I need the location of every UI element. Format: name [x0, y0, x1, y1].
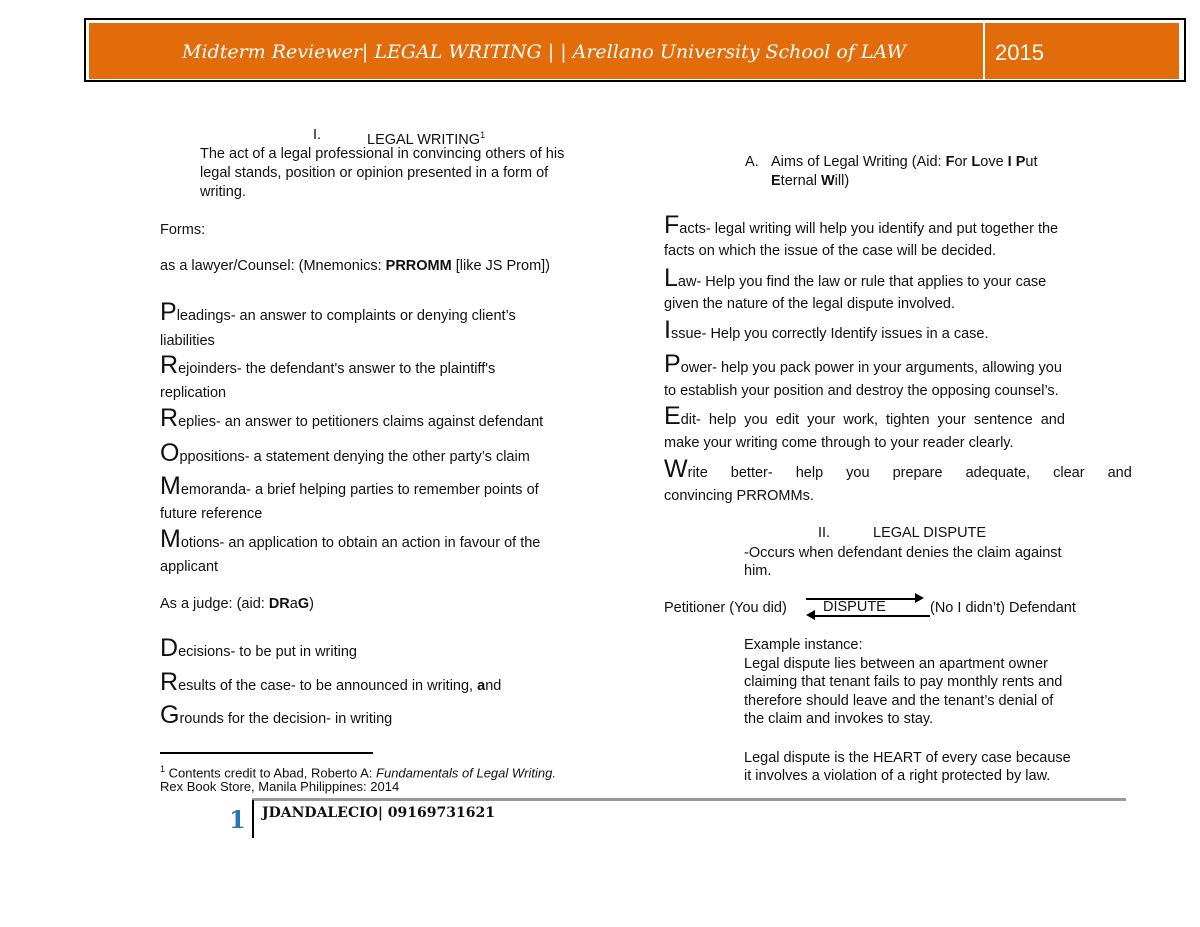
rejoinders-cap: R — [160, 351, 179, 379]
issue-item — [664, 318, 988, 343]
aims-l: L — [971, 154, 981, 170]
dispute-definition-line-2: him. — [744, 563, 772, 579]
aims-w: W — [820, 173, 835, 189]
judge-mnemonic — [160, 595, 314, 613]
lawyer-mnemonic — [160, 257, 550, 275]
aims-or: or — [954, 154, 972, 170]
write-text: rite better- help you prepare adequate, clear and — [687, 465, 1132, 481]
edit-text: dit- help you edit your work, tighten your sentence and — [680, 412, 1065, 428]
dispute-definition-line-1: -Occurs when defendant denies the claim against — [744, 545, 1062, 561]
dispute-word: DISPUTE — [823, 599, 886, 615]
pleadings-cap: P — [160, 298, 177, 326]
results-item — [160, 670, 501, 695]
facts-line-2: facts on which the issue of the case will be decided. — [664, 243, 997, 259]
aims-ut: ut — [1025, 154, 1038, 170]
forms-label: Forms: — [160, 222, 206, 238]
memoranda-line-2: future reference — [160, 506, 263, 522]
oppositions-text: ppositions- a statement denying the other party’s claim — [179, 449, 530, 465]
page-number: 1 — [229, 805, 246, 834]
pleadings-text: leadings- an answer to complaints or denying client’s — [176, 308, 516, 324]
judge-pre: As a judge: (aid: — [160, 596, 269, 612]
motions-line-2: applicant — [160, 559, 219, 575]
heart-line-2: it involves a violation of a right protected by law. — [744, 768, 1051, 784]
lawyer-bold: PRROMM — [385, 258, 452, 274]
section-1-number: I. — [313, 127, 322, 143]
aims-letter: A. — [745, 154, 759, 170]
example-line-1: Legal dispute lies between an apartment owner — [744, 656, 1048, 672]
oppositions-item — [160, 441, 530, 466]
petitioner-label: Petitioner (You did) — [664, 600, 787, 616]
definition-line-1: The act of a legal professional in convincing others of his — [200, 146, 565, 162]
facts-cap: F — [664, 211, 680, 239]
decisions-text: ecisions- to be put in writing — [178, 644, 357, 660]
aims-heading — [771, 153, 1038, 171]
results-cap: R — [160, 668, 179, 696]
aims-p: P — [1015, 154, 1026, 170]
lawyer-post: [like JS Prom]) — [451, 258, 551, 274]
grounds-cap: G — [160, 701, 180, 729]
section-2-title: LEGAL DISPUTE — [873, 525, 987, 541]
footnote-number: 1 — [160, 764, 166, 774]
definition-line-2: legal stands, position or opinion presented in a form of — [200, 165, 549, 181]
replies-item — [160, 406, 543, 431]
edit-cap: E — [664, 402, 681, 430]
footer-rule — [252, 798, 1126, 801]
aims-ill: ill) — [834, 173, 850, 189]
edit-line-2: make your writing come through to your reader clearly. — [664, 435, 1014, 451]
aims-pre: Aims of Legal Writing (Aid: — [771, 154, 946, 170]
motions-item — [160, 527, 540, 552]
grounds-item — [160, 703, 392, 728]
example-label: Example instance: — [744, 637, 863, 653]
aims-e: E — [771, 173, 781, 189]
aims-ove: ove — [980, 154, 1008, 170]
results-end: nd — [485, 678, 502, 694]
example-line-4: the claim and invokes to stay. — [744, 711, 934, 727]
memoranda-cap: M — [160, 472, 181, 500]
write-cap: W — [664, 455, 688, 483]
power-item — [664, 352, 1062, 377]
judge-mid: a — [289, 596, 298, 612]
memoranda-item — [160, 474, 539, 499]
facts-text: acts- legal writing will help you identify and put together the — [679, 221, 1059, 237]
footnote-book-title: Fundamentals of Legal Writing. — [376, 765, 556, 781]
issue-text: ssue- Help you correctly Identify issues in a case. — [670, 326, 989, 342]
judge-bold-2: G — [297, 596, 310, 612]
header-year: 2015 — [995, 40, 1044, 65]
heart-line-1: Legal dispute is the HEART of every case because — [744, 750, 1071, 766]
oppositions-cap: O — [160, 439, 180, 467]
footnote-pre: Contents credit to Abad, Roberto A: — [165, 765, 377, 781]
judge-post: ) — [309, 596, 314, 612]
decisions-cap: D — [160, 634, 179, 662]
footer-text: JDANDALECIO| 09169731621 — [262, 805, 495, 821]
law-cap: L — [664, 264, 678, 292]
section-2-number: II. — [818, 525, 831, 541]
law-line-2: given the nature of the legal dispute involved. — [664, 296, 956, 312]
motions-cap: M — [160, 525, 181, 553]
replies-cap: R — [160, 404, 179, 432]
rejoinders-line-2: replication — [160, 385, 227, 401]
facts-item — [664, 213, 1058, 238]
footer-divider — [252, 800, 254, 838]
issue-cap: I — [664, 316, 671, 344]
grounds-text: rounds for the decision- in writing — [179, 711, 393, 727]
aims-i: I — [1007, 154, 1012, 170]
results-text: esults of the case- to be announced in writing, — [178, 678, 478, 694]
edit-item — [664, 404, 1065, 429]
rejoinders-item — [160, 353, 495, 378]
law-item — [664, 266, 1046, 291]
defendant-label: (No I didn’t) Defendant — [930, 600, 1076, 616]
judge-bold-1: DR — [268, 596, 290, 612]
section-1-title: LEGAL WRITING — [367, 131, 481, 148]
power-cap: P — [664, 350, 681, 378]
power-line-2: to establish your position and destroy the opposing counsel’s. — [664, 383, 1059, 399]
write-item — [664, 457, 1132, 482]
motions-text: otions- an application to obtain an action in favour of the — [180, 535, 541, 551]
decisions-item — [160, 636, 357, 661]
results-bold: a — [477, 678, 486, 694]
definition-line-3: writing. — [200, 184, 246, 200]
example-line-3: therefore should leave and the tenant’s denial of — [744, 693, 1054, 709]
law-text: aw- Help you find the law or rule that applies to your case — [677, 274, 1047, 290]
aims-ternal: ternal — [780, 173, 821, 189]
aims-f: F — [945, 154, 955, 170]
example-line-2: claiming that tenant fails to pay monthly rents and — [744, 674, 1063, 690]
aims-heading-line-2 — [771, 172, 849, 190]
pleadings-item — [160, 300, 516, 325]
rejoinders-text: ejoinders- the defendant's answer to the plaintiff's — [178, 361, 496, 377]
pleadings-line-2: liabilities — [160, 333, 215, 349]
power-text: ower- help you pack power in your arguments, allowing you — [680, 360, 1062, 376]
replies-text: eplies- an answer to petitioners claims against defendant — [178, 414, 544, 430]
write-line-2: convincing PRROMMs. — [664, 488, 814, 504]
lawyer-pre: as a lawyer/Counsel: (Mnemonics: — [160, 258, 386, 274]
arrow-left — [806, 615, 930, 617]
footnote-rule — [160, 752, 373, 754]
memoranda-text: emoranda- a brief helping parties to remember points of — [180, 482, 539, 498]
footnote-ref: 1 — [480, 130, 486, 140]
footnote-line-2: Rex Book Store, Manila Philippines: 2014 — [160, 779, 400, 794]
header-title: Midterm Reviewer| LEGAL WRITING | | Arellano University School of LAW — [182, 41, 906, 63]
